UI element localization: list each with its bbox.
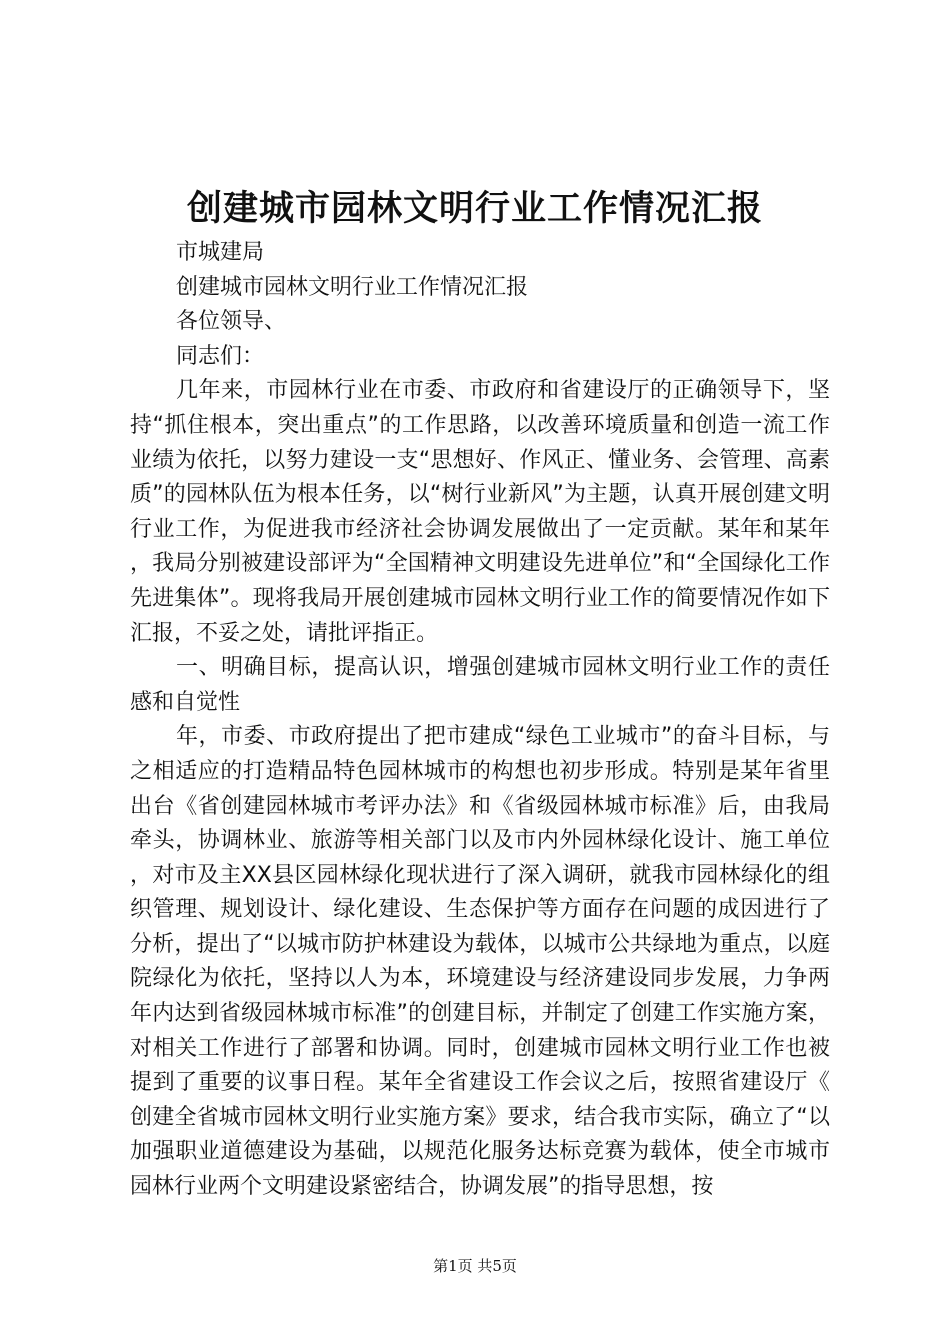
- section-heading-1: 一、明确目标，提高认识，增强创建城市园林文明行业工作的责任感和自觉性: [130, 655, 830, 715]
- salutation-line-1: 各位领导、: [176, 309, 287, 335]
- sender-line: 市城建局: [176, 240, 265, 265]
- body-paragraph-section-1: 年，市委、市政府提出了把市建成“绿色工业城市”的奋斗目标，与之相适应的打造精品特色园林城市的构想也初步形成。特别是某年省里出台《省创建园林城市考评办法》和《省级园林城市标准》后，由我局牵头，协调林业、旅游等相关部门以及市内外园林绿化设计、施工单位，对市及主XX县区园林绿化现状进行了深入调研，就我市园林绿化的组织管理、规划设计、绿化建设、生态保护等方面存在问题的成因进行了分析，提出了“以城市防护林建设为载体，以城市公共绿地为重点，以庭院绿化为依托，坚持以人为本，环境建设与经济建设同步发展，力争两年内达到省级园林城市标准”的创建目标，并制定了创建工作实施方案，对相关工作进行了部署和协调。同时，创建城市园林文明行业工作也被提到了重要的议事日程。某年全省建设工作会议之后，按照省建设厅《创建全省城市园林文明行业实施方案》要求，结合我市实际，确立了“以加强职业道德建设为基础，以规范化服务达标竞赛为载体，使全市城市园林行业两个文明建设紧密结合，协调发展”的指导思想，按: [130, 724, 830, 1200]
- document-title: 创建城市园林文明行业工作情况汇报: [186, 188, 763, 229]
- salutation-line-2: 同志们：: [176, 343, 265, 369]
- page-footer: 第1页 共5页: [433, 1257, 517, 1275]
- document-body: [130, 236, 830, 1205]
- body-paragraph-intro: 几年来，市园林行业在市委、市政府和省建设厅的正确领导下，坚持“抓住根本，突出重点”的工作思路，以改善环境质量和创造一流工作业绩为依托，以努力建设一支“思想好、作风正、懂业务、会管理、高素质”的园林队伍为根本任务，以“树行业新风”为主题，认真开展创建文明行业工作，为促进我市经济社会协调发展做出了一定贡献。某年和某年，我局分别被建设部评为“全国精神文明建设先进单位”和“全国绿化工作先进集体”。现将我局开展创建城市园林文明行业工作的简要情况作如下汇报，不妥之处，请批评指正。: [130, 378, 830, 646]
- subtitle-line: 创建城市园林文明行业工作情况汇报: [176, 274, 529, 300]
